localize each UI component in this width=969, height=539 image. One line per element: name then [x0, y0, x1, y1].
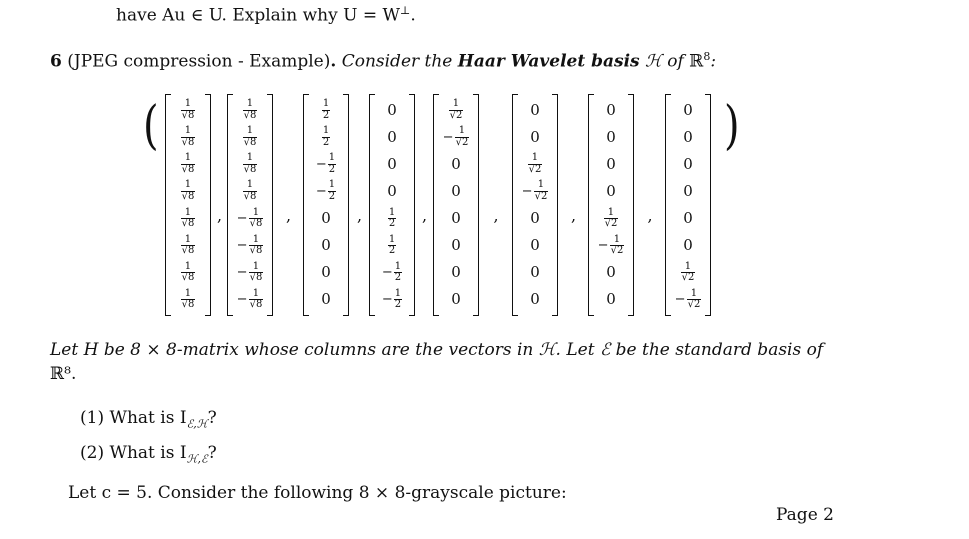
- vector-entry: 0: [530, 209, 540, 228]
- vector-entry: $\frac{1}{2}$: [322, 125, 330, 148]
- vector-entry: 0: [451, 209, 461, 228]
- vector-entry: $\frac{1}{√8}$: [181, 98, 195, 121]
- vector-entry: $\frac{1}{√8}$: [243, 98, 257, 121]
- top-line-text: have Au ∈ U. Explain why U = W: [116, 5, 400, 26]
- vector-entry: $\frac{1}{√8}$: [243, 152, 257, 175]
- top-line-sup: ⊥: [399, 4, 411, 17]
- vector-separator: ,: [493, 206, 499, 225]
- vector-entry: $\frac{1}{√8}$: [181, 260, 195, 284]
- last-line: Let c = 5. Consider the following 8 × 8-grayscale picture:: [68, 483, 567, 503]
- problem-of: of: [667, 51, 684, 72]
- question-1-sub: ℰ,ℋ: [186, 417, 208, 431]
- vector-entry: − $\frac{1}{2}$: [315, 152, 336, 175]
- vector-entry: 0: [451, 236, 461, 255]
- let-paragraph-line2: ℝ⁸.: [50, 364, 77, 384]
- basis-vector-4: [369, 94, 415, 316]
- vector-entry: $\frac{1}{√8}$: [181, 179, 195, 202]
- space-sup: 8: [703, 50, 711, 63]
- vector-separator: ,: [571, 206, 577, 225]
- top-line: [116, 4, 416, 26]
- vector-entry: 0: [683, 236, 693, 255]
- vector-entry: $\frac{1}{√2}$: [681, 260, 695, 284]
- vector-entry: $\frac{1}{√8}$: [243, 179, 257, 202]
- question-2-sub: ℋ,ℰ: [186, 452, 208, 466]
- basis-vector-2: [227, 94, 273, 316]
- vector-entry: 0: [683, 154, 693, 173]
- problem-number: 6: [50, 51, 62, 72]
- vector-entry: 0: [606, 154, 616, 173]
- vector-entry: 0: [606, 181, 616, 200]
- problem-colon: :: [710, 51, 717, 72]
- vector-entry: $\frac{1}{√8}$: [181, 287, 195, 311]
- right-paren: ): [724, 96, 740, 156]
- vector-entry: − $\frac{1}{2}$: [381, 287, 402, 311]
- vector-entry: 0: [683, 209, 693, 228]
- vector-entry: 0: [606, 290, 616, 309]
- vector-entry: − $\frac{1}{√8}$: [236, 260, 263, 284]
- vector-entry: − $\frac{1}{√8}$: [236, 287, 263, 311]
- vector-entry: $\frac{1}{√8}$: [181, 206, 195, 230]
- vector-entry: $\frac{1}{√2}$: [528, 152, 542, 175]
- vector-entry: 0: [387, 127, 397, 146]
- vector-entry: 0: [321, 263, 331, 282]
- top-line-end: .: [410, 5, 416, 26]
- vector-entry: − $\frac{1}{√2}$: [521, 179, 548, 202]
- vector-entry: 0: [321, 209, 331, 228]
- basis-symbol: ℋ: [645, 51, 662, 72]
- vector-entry: − $\frac{1}{√8}$: [236, 206, 263, 230]
- vector-entry: − $\frac{1}{√2}$: [442, 125, 469, 148]
- vector-entry: − $\frac{1}{√2}$: [674, 287, 701, 311]
- basis-vector-7: [588, 94, 634, 316]
- question-1-num: (1): [80, 408, 105, 428]
- vector-entry: 0: [606, 100, 616, 119]
- vector-entry: 0: [606, 263, 616, 282]
- vector-separator: ,: [217, 206, 223, 225]
- vector-entry: $\frac{1}{√2}$: [604, 206, 618, 230]
- basis-name: Haar Wavelet basis: [457, 51, 640, 72]
- question-2-end: ?: [207, 443, 217, 463]
- question-1-text: What is I: [109, 408, 187, 428]
- problem-intro: Consider the: [341, 51, 453, 72]
- question-1: [80, 408, 217, 430]
- vector-entry: $\frac{1}{√8}$: [181, 125, 195, 148]
- basis-vector-3: [303, 94, 349, 316]
- vector-entry: 0: [451, 181, 461, 200]
- vector-separator: ,: [286, 206, 292, 225]
- vector-entry: 0: [683, 127, 693, 146]
- vector-entry: 0: [321, 236, 331, 255]
- basis-vector-1: [165, 94, 211, 316]
- basis-vector-8: [665, 94, 711, 316]
- vector-entry: 0: [530, 127, 540, 146]
- vector-entry: $\frac{1}{√2}$: [449, 98, 463, 121]
- vector-entry: 0: [451, 263, 461, 282]
- space-symbol: ℝ: [689, 51, 704, 72]
- vector-entry: 0: [683, 100, 693, 119]
- vector-entry: − $\frac{1}{2}$: [381, 260, 402, 284]
- basis-vector-5: [433, 94, 479, 316]
- question-2: [80, 443, 217, 465]
- vector-entry: $\frac{1}{2}$: [388, 206, 396, 230]
- vector-entry: 0: [683, 181, 693, 200]
- question-2-num: (2): [80, 443, 105, 463]
- vector-entry: $\frac{1}{2}$: [388, 233, 396, 257]
- vector-entry: 0: [530, 236, 540, 255]
- vector-entry: − $\frac{1}{√8}$: [236, 233, 263, 257]
- vector-entry: 0: [530, 100, 540, 119]
- vector-separator: ,: [357, 206, 363, 225]
- vector-entry: $\frac{1}{2}$: [322, 98, 330, 121]
- page-label: Page 2: [776, 505, 834, 525]
- vector-entry: 0: [387, 100, 397, 119]
- problem-heading: [50, 50, 716, 72]
- vector-entry: 0: [387, 154, 397, 173]
- problem-dot: .: [330, 51, 337, 72]
- let-paragraph-line1: Let H be 8 × 8-matrix whose columns are the vectors in ℋ. Let ℰ be the standard basis of: [50, 340, 824, 360]
- vector-entry: 0: [451, 154, 461, 173]
- problem-title: (JPEG compression - Example): [67, 51, 331, 72]
- vector-separator: ,: [647, 206, 653, 225]
- basis-vector-6: [512, 94, 558, 316]
- left-paren: (: [143, 96, 159, 156]
- vector-entry: − $\frac{1}{2}$: [315, 179, 336, 202]
- vector-entry: 0: [530, 263, 540, 282]
- vector-entry: $\frac{1}{√8}$: [181, 152, 195, 175]
- vector-entry: 0: [387, 181, 397, 200]
- vector-entry: − $\frac{1}{√2}$: [597, 233, 624, 257]
- vector-separator: ,: [422, 206, 428, 225]
- question-2-text: What is I: [109, 443, 187, 463]
- vector-entry: $\frac{1}{√8}$: [181, 233, 195, 257]
- vector-entry: 0: [606, 127, 616, 146]
- vector-entry: 0: [321, 290, 331, 309]
- vector-entry: $\frac{1}{√8}$: [243, 125, 257, 148]
- vector-entry: 0: [530, 290, 540, 309]
- vector-entry: 0: [451, 290, 461, 309]
- question-1-end: ?: [207, 408, 217, 428]
- basis-vectors: [0, 94, 969, 316]
